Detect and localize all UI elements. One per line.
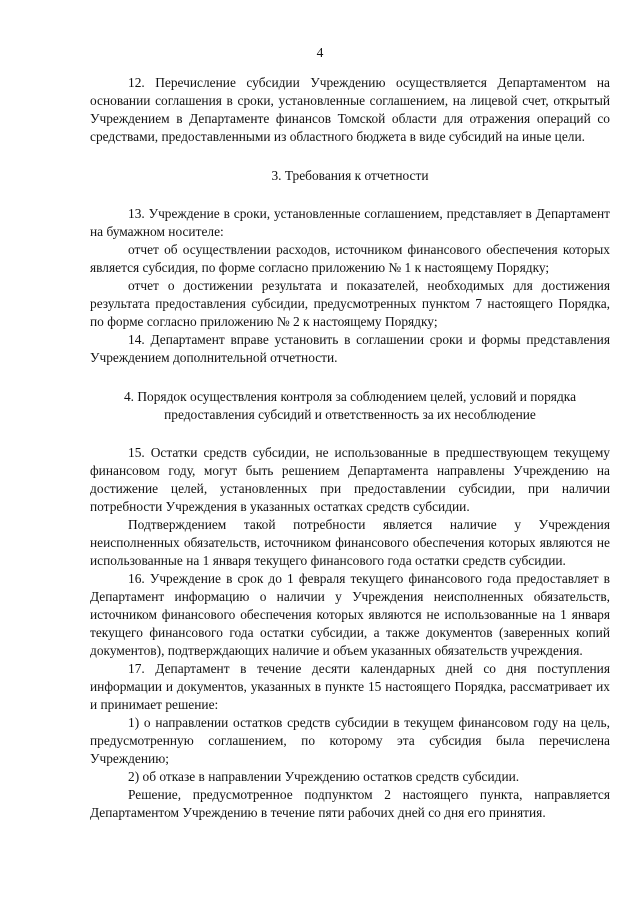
section-heading-4-line-1: 4. Порядок осуществления контроля за соблюдением целей, условий и порядка: [123, 389, 577, 404]
paragraph-15-confirmation: Подтверждением такой потребности является наличие у Учреждения неисполненных обязательств, источником финансового обеспечения которых являются не использованные на 1 января текущего финансового года остатки средств субсидии.: [90, 517, 610, 568]
paragraph-17-item-2: 2) об отказе в направлении Учреждению остатков средств субсидии.: [128, 769, 520, 784]
paragraph-14: 14. Департамент вправе установить в соглашении сроки и формы представления Учреждением дополнительной отчетности.: [90, 332, 610, 365]
paragraph-17-decision: Решение, предусмотренное подпунктом 2 настоящего пункта, направляется Департаментом Учреждению в течение пяти рабочих дней со дня его принятия.: [90, 787, 610, 820]
document-body: [90, 74, 610, 822]
paragraph-15: 15. Остатки средств субсидии, не использованные в предшествующем текущему финансовом году, могут быть решением Департамента направлены Учреждению на достижение целей, установленных при предоставлении субсидии, при наличии потребности Учреждения в указанных остатках средств субсидии.: [90, 445, 610, 514]
paragraph-13: 13. Учреждение в сроки, установленные соглашением, представляет в Департамент на бумажном носителе:: [90, 206, 610, 239]
section-heading-3: 3. Требования к отчетности: [271, 168, 429, 183]
paragraph-17: 17. Департамент в течение десяти календарных дней со дня поступления информации и документов, указанных в пункте 15 настоящего Порядка, рассматривает их и принимает решение:: [90, 661, 610, 712]
paragraph-13-report-results: отчет о достижении результата и показателей, необходимых для достижения результата предоставления субсидии, предусмотренных пунктом 7 настоящего Порядка, по форме согласно приложению № 2 к настоящему Порядку;: [90, 278, 610, 329]
paragraph-13-report-expenses: отчет об осуществлении расходов, источником финансового обеспечения которых является субсидия, по форме согласно приложению № 1 к настоящему Порядку;: [90, 242, 610, 275]
paragraph-16: 16. Учреждение в срок до 1 февраля текущего финансового года предоставляет в Департамент информацию о наличии у Учреждения неисполненных обязательств, источником финансового обеспечения которых являются не использованные на 1 января текущего финансового года остатки субсидии, а также документов (заверенных копий документов), подтверждающих наличие и объем указанных обязательств учреждения.: [90, 571, 610, 658]
paragraph-17-item-1: 1) о направлении остатков средств субсидии в текущем финансовом году на цель, предусмотренную соглашением, по которому эта субсидия была перечислена Учреждению;: [90, 715, 610, 766]
page-number: 4: [316, 45, 324, 60]
section-heading-4-line-2: предоставления субсидий и ответственность за их несоблюдение: [164, 407, 536, 422]
paragraph-12: 12. Перечисление субсидии Учреждению осуществляется Департаментом на основании соглашения в сроки, установленные соглашением, на лицевой счет, открытый Учреждением в Департаменте финансов Томской области для отражения операций со средствами, предоставленными из областного бюджета в виде субсидий на иные цели.: [90, 75, 610, 144]
